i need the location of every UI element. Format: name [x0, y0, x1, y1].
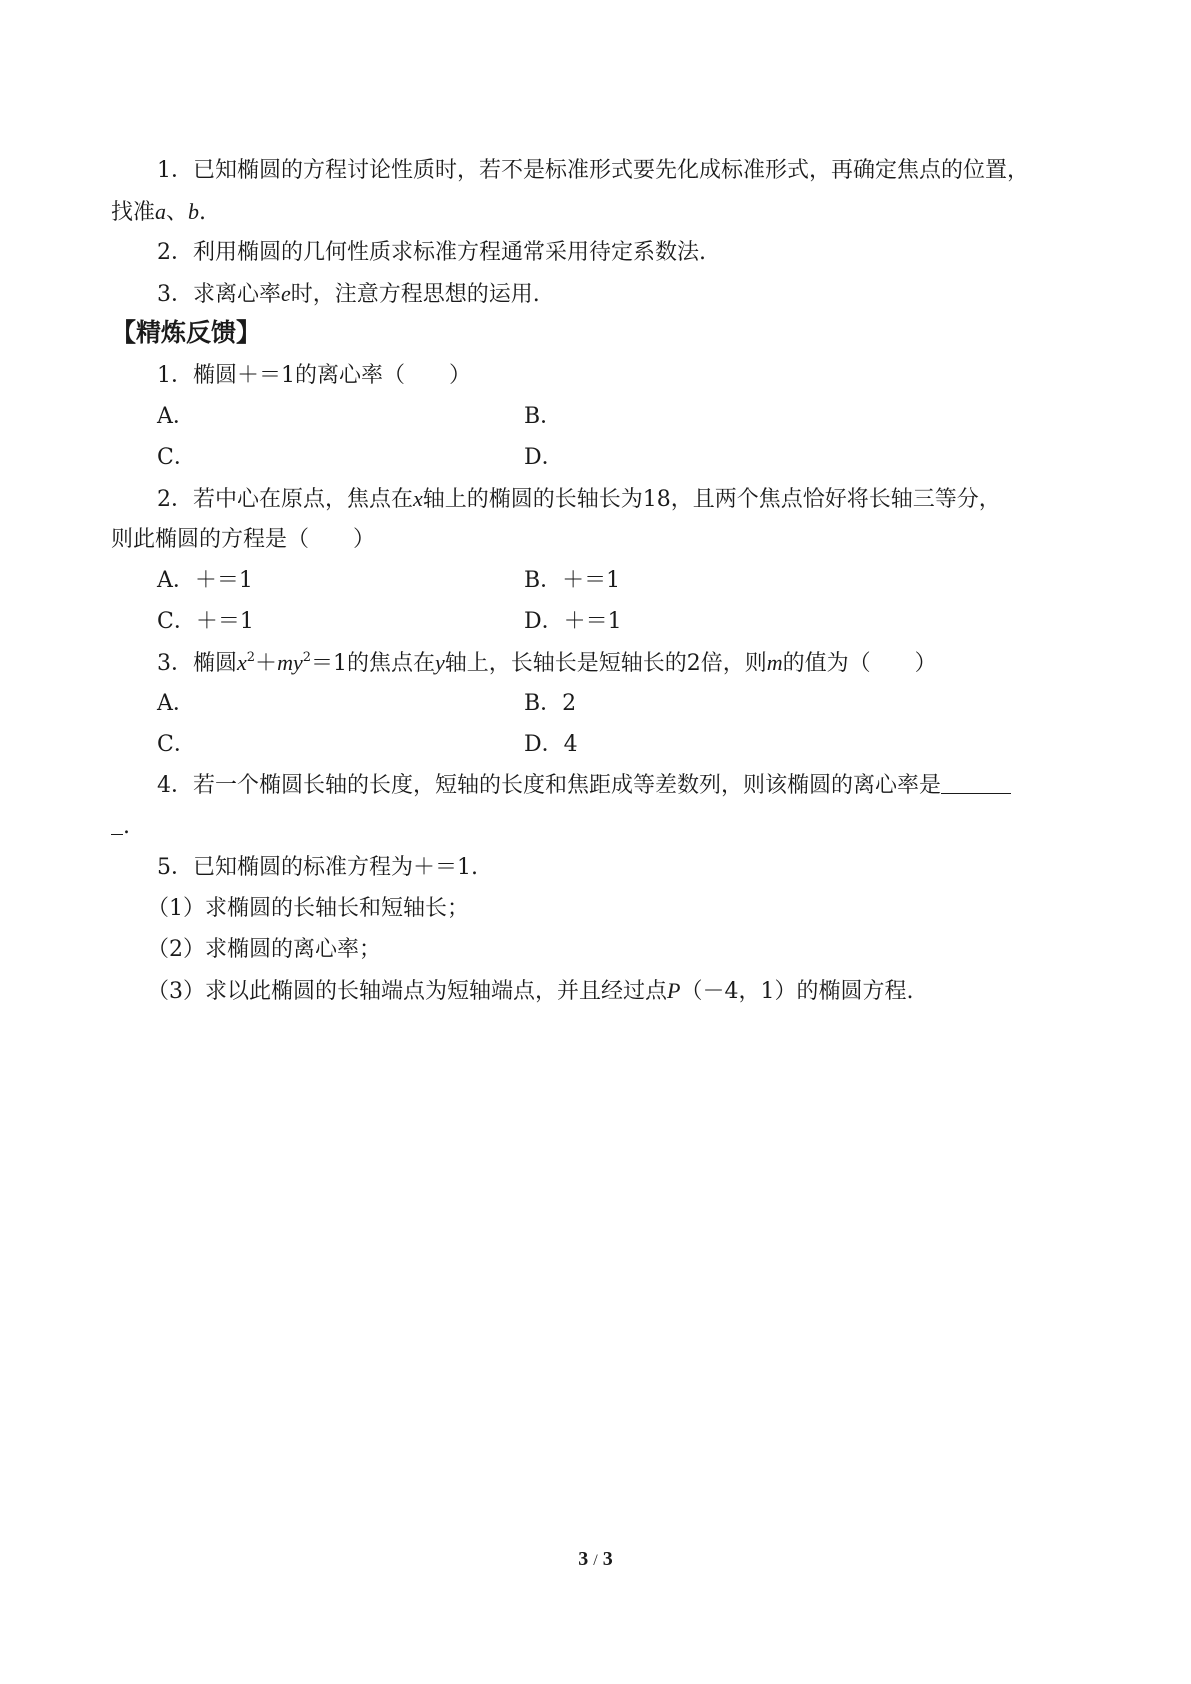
answer-blank[interactable]	[941, 771, 1011, 794]
variable-a: a	[155, 199, 167, 224]
question-5-part-2: （2）求椭圆的离心率；	[147, 937, 381, 962]
question-2-option-a: A．＋＝1	[157, 568, 253, 593]
variable-b: b	[188, 199, 200, 224]
question-3-stem-prefix: 3．椭圆	[157, 651, 237, 676]
question-3-equation-tail: ＝1的焦点在	[311, 651, 435, 676]
point-p: P	[667, 978, 681, 1003]
question-4-stem-line-2	[111, 812, 130, 842]
question-5-part-3-suffix: （－4，1）的椭圆方程.	[680, 979, 914, 1004]
question-5-part-3	[147, 976, 913, 1007]
summary-item-1-text: 1．已知椭圆的方程讨论性质时，若不是标准形式要先化成标准形式，再确定焦点的位置，	[157, 158, 1030, 183]
question-2-stem-line-2: 则此椭圆的方程是（ ）	[111, 527, 376, 552]
question-3-option-c: C．	[157, 732, 196, 757]
question-2-option-d: D．＋＝1	[524, 609, 622, 634]
question-1-stem: 1．椭圆＋＝1的离心率（ ）	[157, 363, 471, 388]
summary-item-2	[157, 238, 706, 268]
section-heading: 【精炼反馈】	[111, 318, 262, 347]
summary-item-3-prefix: 3．求离心率	[157, 282, 281, 307]
variable-m: m	[766, 650, 783, 675]
summary-item-3-suffix: 时，注意方程思想的运用.	[290, 282, 540, 307]
exponent: 2	[302, 650, 311, 665]
question-3-option-b: B．2	[524, 691, 577, 716]
question-1-option-a: A．	[157, 404, 195, 429]
current-page: 3	[578, 1548, 589, 1570]
question-1-option-d: D．	[524, 445, 564, 470]
question-3-stem	[157, 648, 937, 679]
question-3-option-d: D．4	[524, 732, 578, 757]
question-5-part-3-prefix: （3）求以此椭圆的长轴端点为短轴端点，并且经过点	[147, 979, 667, 1004]
question-3-stem-middle: 轴上，长轴长是短轴长的2倍，则	[444, 651, 767, 676]
answer-blank-continuation[interactable]	[111, 812, 123, 835]
variable-x: x	[413, 486, 423, 511]
summary-item-2-text: 2．利用椭圆的几何性质求标准方程通常采用待定系数法.	[157, 240, 706, 265]
summary-item-3	[157, 279, 540, 310]
question-2-stem-prefix: 2．若中心在原点，焦点在	[157, 487, 413, 512]
question-2-option-c: C．＋＝1	[157, 609, 254, 634]
question-3-stem-suffix: 的值为（ ）	[782, 651, 937, 676]
plus-sign: ＋	[255, 651, 278, 676]
page-separator: /	[593, 1552, 598, 1569]
question-5-stem: 5．已知椭圆的标准方程为＋＝1.	[157, 855, 478, 880]
page-number	[0, 1548, 1191, 1571]
variable-y: y	[435, 650, 445, 675]
variable-x: x	[237, 650, 247, 675]
summary-item-1-line-2	[111, 197, 206, 228]
question-2-stem-suffix: 轴上的椭圆的长轴长为18，且两个焦点恰好将长轴三等分，	[422, 487, 1001, 512]
question-5-part-1: （1）求椭圆的长轴长和短轴长；	[147, 896, 469, 921]
question-4-stem	[157, 771, 1011, 801]
question-2-option-b: B．＋＝1	[524, 568, 621, 593]
separator: 、	[166, 200, 189, 225]
variable-e: e	[281, 281, 291, 306]
period: .	[123, 814, 130, 839]
question-4-stem-text: 4．若一个椭圆长轴的长度，短轴的长度和焦距成等差数列，则该椭圆的离心率是	[157, 773, 941, 798]
variable-my: my	[277, 650, 303, 675]
question-1-option-b: B．	[524, 404, 563, 429]
exponent: 2	[246, 650, 256, 665]
period: .	[199, 200, 207, 225]
question-3-option-a: A．	[157, 691, 195, 716]
total-pages: 3	[602, 1548, 613, 1570]
summary-item-1-prefix: 找准	[111, 200, 156, 225]
summary-item-1-line-1	[157, 156, 1029, 186]
question-1-option-c: C．	[157, 445, 196, 470]
question-2-stem-line-1	[157, 484, 1001, 515]
